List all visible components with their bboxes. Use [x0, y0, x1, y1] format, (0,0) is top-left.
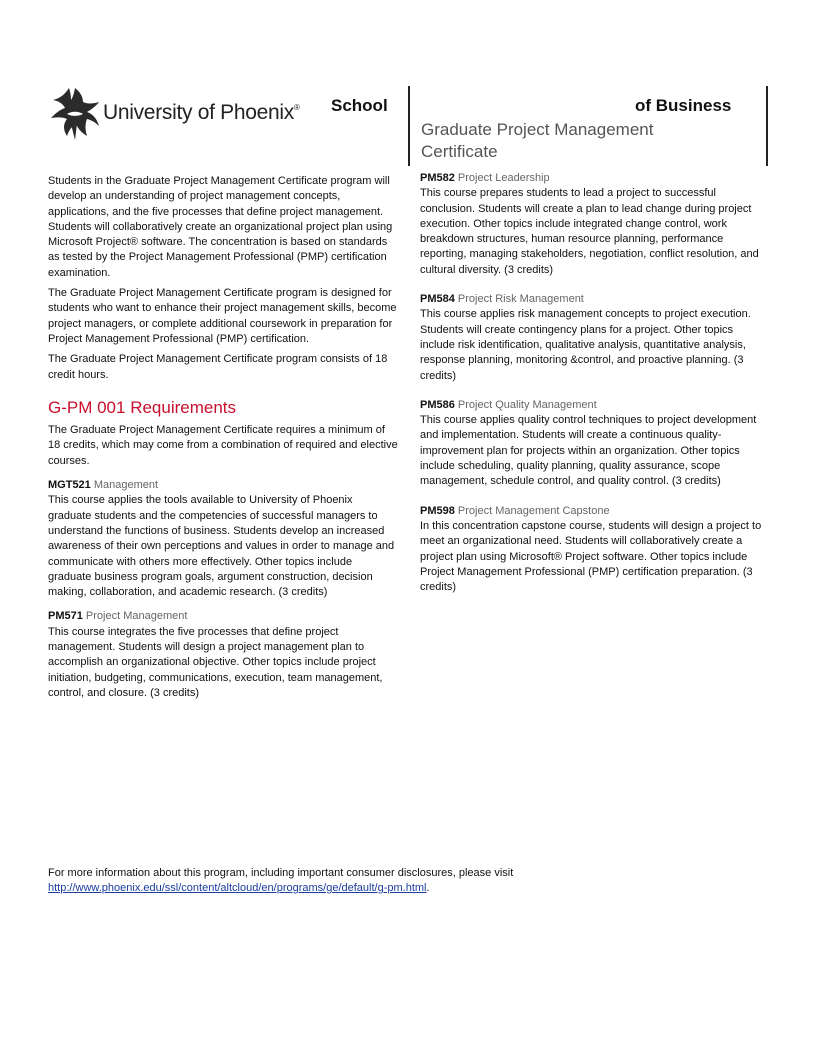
- registered-mark: ®: [293, 103, 300, 112]
- program-link[interactable]: http://www.phoenix.edu/ssl/content/altcloud/en/programs/ge/default/g-pm.html: [48, 882, 427, 894]
- course-code: PM586: [420, 398, 455, 411]
- header-divider-right: [766, 86, 768, 166]
- course-name: Project Management Capstone: [457, 504, 610, 517]
- course-name: Project Management: [85, 610, 188, 623]
- school-label: School: [331, 96, 388, 115]
- course-header: [420, 171, 770, 186]
- course-pm584: [420, 292, 770, 384]
- course-description: This course applies quality control techniques to project development and implementation. Students will create a continuous quality-improvement plan for projects within an organization. Other topics include scheduling, quality planning, quality assurance, scope management, schedule control, and quality control. (3 credits): [420, 414, 757, 488]
- university-logo: [49, 84, 300, 142]
- course-name: Project Leadership: [457, 172, 550, 184]
- footer: [48, 866, 648, 896]
- course-pm582: [420, 171, 770, 278]
- course-header: [420, 398, 770, 413]
- course-code: MGT521: [48, 479, 91, 492]
- right-column: [420, 174, 770, 600]
- course-description: In this concentration capstone course, students will design a project to meet an organizational need. Students will collaboratively create a project plan using Microsoft® Project software. Other topics include Project Management Professional (PMP) certification preparation. (3 credits): [420, 519, 762, 594]
- course-header: [420, 292, 770, 307]
- course-name: Management: [93, 479, 159, 492]
- course-code: PM571: [48, 610, 83, 623]
- course-name: Project Risk Management: [457, 293, 584, 306]
- course-pm571: [48, 609, 398, 701]
- course-code: PM584: [420, 293, 455, 306]
- course-code: PM598: [420, 504, 455, 517]
- course-description: This course integrates the five processes that define project management. Students will design a project management plan to accomplish an organizational objective. Other topics include project initiation, budgeting, communications, execution, team management, control, and closure. (3 credits): [48, 625, 383, 699]
- course-name: Project Quality Management: [457, 398, 597, 411]
- course-code: PM582: [420, 172, 455, 184]
- intro-paragraph-2: The Graduate Project Management Certificate program is designed for students who want to enhance their project management skills, become project managers, or complete additional coursework in preparation for Project Management Professional (PMP) certification.: [48, 287, 397, 345]
- course-pm586: [420, 398, 770, 490]
- logo-wordmark: [103, 101, 300, 125]
- phoenix-bird-icon: [49, 84, 101, 142]
- business-label: of Business: [635, 96, 732, 115]
- course-description: This course applies risk management concepts to project execution. Students will create contingency plans for a project. Other topics include risk identification, qualitative analysis, quantitative analysis, response planning, monitoring &control, and proactive planning. (3 credits): [420, 308, 751, 382]
- left-column: [48, 174, 398, 706]
- course-header: [48, 478, 398, 493]
- course-description: This course applies the tools available to University of Phoenix graduate students and the competencies of successful managers to understand the functions of business. Students develop an increased awareness of their own perceptions and values in order to manage and communicate with others more effectively. Other topics include graduate business program goals, argument construction, decision making, collaboration, and academic research. (3 credits): [48, 494, 395, 599]
- course-mgt521: [48, 478, 398, 600]
- footer-text: For more information about this program, including important consumer disclosures, please visit: [48, 867, 514, 879]
- logo-text: University of Phoenix: [103, 101, 294, 124]
- course-header: [420, 504, 770, 519]
- course-header: [48, 609, 398, 624]
- course-pm598: [420, 504, 770, 596]
- requirements-text: The Graduate Project Management Certificate requires a minimum of 18 credits, which may come from a combination of required and elective courses.: [48, 424, 398, 467]
- program-title: Graduate Project Management Certificate: [421, 120, 654, 161]
- intro-paragraph-1: Students in the Graduate Project Management Certificate program will develop an understanding of project management concepts, applications, and the five processes that define project management. Students will collaboratively create an organizational project plan using Microsoft Project® software. The concentration is based on standards as tested by the Project Management Professional (PMP) certification examination.: [48, 175, 393, 279]
- course-description: This course prepares students to lead a project to successful conclusion. Students will create a plan to lead change during project execution. Other topics include integrated change control, work breakdown structures, human resource planning, performance reporting, managing stakeholders, negotiation, conflict resolution, and cultural diversity. (3 credits): [420, 187, 759, 276]
- header-divider-left: [408, 86, 410, 166]
- intro-paragraph-3: The Graduate Project Management Certificate program consists of 18 credit hours.: [48, 353, 388, 381]
- requirements-heading: G-PM 001 Requirements: [48, 397, 237, 417]
- footer-period: .: [426, 882, 430, 894]
